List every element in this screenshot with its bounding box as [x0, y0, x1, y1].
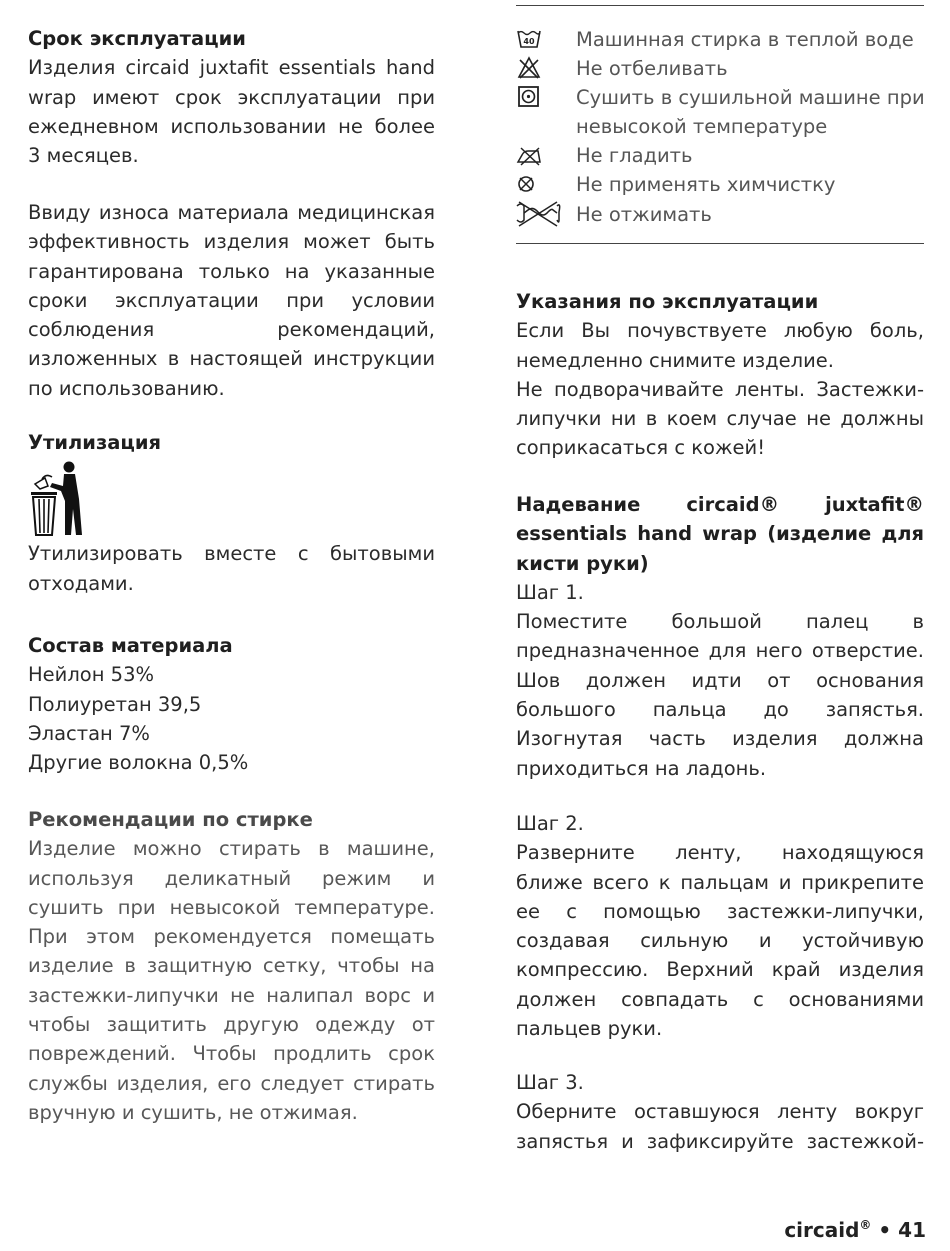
step-3-text: Оберните оставшуюся ленту вокруг запястья и зафиксируйте застежкой- [516, 1100, 924, 1153]
step-3-label: Шаг 3. [516, 1071, 584, 1094]
footer-separator: • [878, 1218, 892, 1242]
lifetime-note [28, 198, 435, 403]
usage-section [516, 287, 924, 463]
footer-brand: circaid [784, 1218, 860, 1242]
footer-reg-mark: ® [859, 1218, 872, 1232]
material-item: Другие волокна 0,5% [28, 751, 249, 775]
washing-title: Рекомендации по стирке [28, 808, 313, 831]
tumble-dry-low-icon [516, 85, 542, 109]
care-top-divider [516, 5, 924, 6]
putting-on-title: Надевание circaid® juxtafit® essentials hand wrap (изделие для кисти руки) [516, 493, 924, 575]
care-label: Машинная стирка в теплой воде [576, 28, 914, 51]
no-wring-icon [515, 200, 561, 224]
washing-section [28, 805, 435, 1127]
machine-wash-40-icon [516, 27, 542, 51]
care-label: Сушить в сушильной машине при [576, 86, 925, 109]
disposal-section [28, 428, 435, 598]
material-item: Нейлон 53% [28, 663, 155, 687]
washing-text: Изделие можно стирать в машине, используя деликатный режим и сушить при невысокой температуре. При этом рекомендуется помещать изделие в защитную сетку, чтобы на застежки-липучки не налипал ворс и чтобы защитить другую одежду от повреждений. Чтобы продлить срок службы изделия, его следует стирать вручную и сушить, не отжимая. [28, 837, 435, 1124]
page-footer [784, 1218, 926, 1242]
disposal-title: Утилизация [28, 431, 162, 454]
care-label: Не гладить [576, 144, 693, 167]
lifetime-text: Изделия circaid juxtafit essentials hand wrap имеют срок эксплуатации при ежедневном использовании не более 3 месяцев. [28, 56, 435, 168]
step-1-label: Шаг 1. [516, 580, 584, 604]
material-title: Состав материала [28, 634, 233, 657]
step-2-label: Шаг 2. [516, 812, 584, 835]
disposal-text: Утилизировать вместе с бытовыми отходами. [28, 542, 435, 595]
material-item: Полиуретан 39,5 [28, 692, 202, 716]
no-bleach-icon [516, 56, 542, 80]
step-2-section [516, 809, 924, 1043]
care-row-tumble-dry [516, 83, 924, 141]
trash-disposal-icon [28, 461, 90, 539]
care-label: Не отбеливать [576, 57, 728, 80]
care-row-machine-wash [516, 25, 924, 54]
care-bottom-divider [516, 243, 924, 244]
material-item: Эластан 7% [28, 721, 150, 745]
usage-text: Если Вы почувствуете любую боль, немедленно снимите изделие. [516, 319, 924, 372]
step-1-text: Поместите большой палец в предназначенное для него отверстие. Шов должен идти от основания большого пальца до запястья. Изогнутая часть изделия должна приходиться на ладонь. [516, 610, 924, 780]
no-dry-clean-icon [516, 172, 542, 196]
lifetime-title: Срок эксплуатации [28, 27, 246, 50]
usage-title: Указания по эксплуатации [516, 290, 819, 313]
material-section [28, 631, 435, 777]
care-row-no-iron [516, 141, 924, 170]
step-3-section [516, 1068, 924, 1156]
care-label-2: невысокой температуре [576, 115, 828, 138]
care-row-no-bleach [516, 54, 924, 83]
step-2-text: Разверните ленту, находящуюся ближе всего к пальцам и прикрепите ее с помощью застежки-липучки, создавая сильную и устойчивую компрессию. Верхний край изделия должен совпадать с основаниями пальцев руки. [516, 841, 924, 1041]
care-row-no-dry-clean [516, 170, 924, 199]
usage-text-2: Не подворачивайте ленты. Застежки-липучки ни в коем случае не должны соприкасаться с кожей! [516, 377, 924, 460]
putting-on-section [516, 490, 924, 783]
care-label: Не применять химчистку [576, 173, 836, 196]
page-number: 41 [898, 1218, 926, 1242]
care-row-no-wring [516, 200, 924, 229]
lifetime-section [28, 24, 435, 170]
no-iron-icon [516, 143, 542, 167]
care-label: Не отжимать [576, 203, 712, 226]
svg-text:40: 40 [523, 37, 535, 46]
lifetime-text-2: Ввиду износа материала медицинская эффективность изделия может быть гарантирована только на указанные сроки эксплуатации при условии соблюдения рекомендаций, изложенных в настоящей инструкции по использованию. [28, 201, 435, 400]
